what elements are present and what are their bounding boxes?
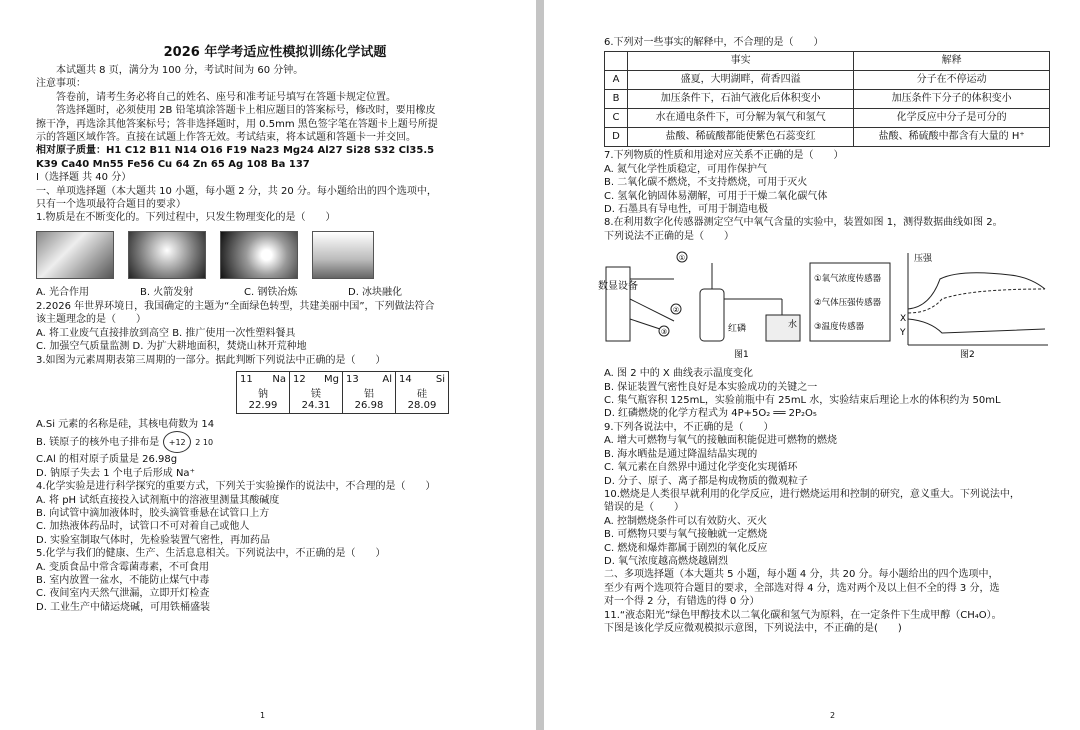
- question-3: 3.如图为元素周期表第三周期的一部分。据此判断下列说法中正确的是（ ）: [36, 354, 386, 366]
- q1-options: [36, 283, 514, 298]
- q3-option-c: C.Al 的相对原子质量是 26.98g: [36, 454, 178, 466]
- q4-option: D. 实验室制取气体时，先检验装置气密性，再加药品: [36, 534, 271, 546]
- intro-line: 注意事项：: [36, 78, 86, 90]
- table-row: C 水在通电条件下，可分解为氧气和氢气 化学反应中分子是可分的: [605, 109, 1050, 128]
- q1-option: C. 钢铁冶炼: [244, 286, 298, 298]
- electron-shells: 2 10: [195, 437, 214, 447]
- curve-x-line: [908, 273, 1045, 309]
- table-header: 解释: [854, 52, 1050, 71]
- y-axis-label: 压强: [914, 254, 933, 265]
- q4-option: C. 加热液体药品时，试管口不可对着自己或他人: [36, 521, 250, 533]
- question-7: 7.下列物质的性质和用途对应关系不正确的是（ ）: [604, 150, 844, 162]
- question-9: 9.下列各说法中，不正确的是（ ）: [604, 421, 774, 433]
- question-2: A. 将工业废气直接排放到高空 B. 推广使用一次性塑料餐具: [36, 327, 296, 339]
- q10-option: A. 控制燃烧条件可以有效防火、灭火: [604, 515, 768, 527]
- apparatus-diagram: [598, 249, 894, 361]
- question-2: 2.2026 年世界环境日，我国确定的主题为“全面绿色转型，共建美丽中国”，下列做法符合: [36, 300, 435, 312]
- section-desc: 一、单项选择题（本大题共 10 小题，每小题 2 分，共 20 分。每小题给出的四个选项中，: [36, 185, 437, 197]
- q3-option-a: A.Si 元素的名称是硅，其核电荷数为 14: [36, 418, 215, 430]
- intro-line: 示的答题区域作答。直接在试题上作答无效。考试结束，将本试题和答题卡一并交回。: [36, 132, 416, 144]
- section-heading: Ⅰ（选择题 共 40 分）: [36, 172, 132, 184]
- question-11: 11.“液态阳光”绿色甲醇技术以二氧化碳和氢气为原料，在一定条件下生成甲醇（CH₄O）。: [604, 609, 1002, 621]
- q8-figures: [598, 249, 1058, 361]
- question-1: 1.物质是在不断变化的。下列过程中，只发生物理变化的是（ ）: [36, 212, 336, 224]
- sensor-label: ③温度传感器: [814, 322, 865, 333]
- curve-dashed-line: [908, 289, 1045, 313]
- q4-option: B. 向试管中滴加液体时，胶头滴管垂悬在试管口上方: [36, 507, 270, 519]
- q10-option: B. 可燃物只要与氧气接触就一定燃烧: [604, 529, 768, 541]
- q1-option: D. 冰块融化: [348, 286, 403, 298]
- q8-option: D. 红磷燃烧的化学方程式为 4P+5O₂ ══ 2P₂O₅: [604, 408, 817, 420]
- device-label: 数显设备: [598, 281, 638, 293]
- curve-y-line: [908, 319, 1045, 333]
- question-11: 下图是该化学反应微观模拟示意图，下列说法中，不正确的是( ): [604, 622, 902, 634]
- marker-3: ③: [660, 328, 668, 337]
- atomic-mass-line: 相对原子质量：H1 C12 B11 N14 O16 F19 Na23 Mg24 Al27 Si28 S32 Cl35.5: [36, 145, 435, 157]
- figure-1-caption: 图1: [734, 350, 749, 361]
- page-number: 1: [260, 711, 266, 720]
- marker-2: ②: [672, 306, 680, 315]
- q5-option: D. 工业生产中储运烧碱，可用铁桶盛装: [36, 601, 211, 613]
- q1-option: A. 光合作用: [36, 286, 90, 298]
- q9-option: D. 分子、原子、离子都是构成物质的微观粒子: [604, 475, 809, 487]
- intro-line: 答选择题时，必须使用 2B 铅笔填涂答题卡上相应题目的答案标号，修改时，要用橡皮: [56, 105, 436, 117]
- atomic-mass-line: K39 Ca40 Mn55 Fe56 Cu 64 Zn 65 Ag 108 Ba 137: [36, 158, 310, 170]
- question-8: 8.在利用数字化传感器测定空气中氧气含量的实验中，装置如图 1，测得数据曲线如图 2。: [604, 217, 1003, 229]
- table-row: B 加压条件下，石油气液化后体积变小 加压条件下分子的体积变小: [605, 90, 1050, 109]
- question-10: 错误的是（ ）: [604, 502, 684, 514]
- page-1: [0, 0, 536, 730]
- question-10: 10.燃烧是人类很早就利用的化学反应，进行燃烧运用和控制的研究，意义重大。下列说法中，: [604, 488, 1020, 500]
- red-phosphorus-label: 红磷: [728, 324, 747, 335]
- page-2: [544, 0, 1080, 730]
- q7-option: A. 氮气化学性质稳定，可用作保护气: [604, 163, 768, 175]
- table-row: A 盛夏，大明湖畔，荷香四溢 分子在不停运动: [605, 71, 1050, 90]
- curve-y-label: Y: [900, 328, 906, 339]
- table-row: D 盐酸、稀硫酸都能使紫色石蕊变红 盐酸、稀硫酸中都含有大量的 H⁺: [605, 128, 1050, 147]
- intro-line: 本试题共 8 页，满分为 100 分，考试时间为 60 分钟。: [56, 65, 304, 76]
- section-desc: 只有一个选项最符合题目的要求）: [36, 199, 186, 211]
- marker-1: ①: [678, 254, 686, 263]
- question-2: C. 加强空气质量监测 D. 为扩大耕地面积，焚烧山林开荒种地: [36, 341, 307, 353]
- element-cell: 14 Si 硅 28.09: [396, 371, 449, 413]
- page-number: 2: [830, 711, 836, 720]
- curve-x-label: X: [900, 314, 907, 325]
- question-8: 下列说法不正确的是（ ）: [604, 230, 734, 242]
- figure-2-caption: 图2: [960, 350, 975, 361]
- q5-option: B. 室内放置一盆水，不能防止煤气中毒: [36, 574, 210, 586]
- question-6: 6.下列对一些事实的解释中，不合理的是（ ）: [604, 37, 824, 48]
- table-header: [605, 52, 628, 71]
- facts-table: [604, 51, 1050, 147]
- q8-option: C. 集气瓶容积 125mL，实验前瓶中有 25mL 水，实验结束后理论上水的体积约为 50mL: [604, 395, 1001, 407]
- q5-option: A. 变质食品中常含霉菌毒素，不可食用: [36, 561, 210, 573]
- q7-option: C. 氢氧化钠固体易潮解，可用于干燥二氧化碳气体: [604, 190, 828, 202]
- q10-option: D. 氧气浓度越高燃烧越剧烈: [604, 555, 729, 567]
- element-cell: 12 Mg 镁 24.31: [290, 371, 343, 413]
- photosynthesis-image: [36, 231, 114, 279]
- q9-option: A. 增大可燃物与氧气的接触面积能促进可燃物的燃烧: [604, 435, 838, 447]
- q8-option: B. 保证装置气密性良好是本实验成功的关键之一: [604, 381, 818, 393]
- q7-option: B. 二氧化碳不燃烧，不支持燃烧，可用于灭火: [604, 177, 808, 189]
- water-label: 水: [788, 320, 798, 331]
- rocket-launch-image: [128, 231, 206, 279]
- element-cell: 13 Al 铝 26.98: [343, 371, 396, 413]
- q3-option-b: B. 镁原子的核外电子排布是 +12 2 10: [36, 431, 514, 453]
- atom-structure-diagram: +12: [163, 431, 191, 453]
- steel-smelting-image: [220, 231, 298, 279]
- section-2-desc: 至少有两个选项符合题目的要求，全部选对得 4 分，选对两个及以上但不全的得 3 分，选: [604, 582, 1000, 594]
- pressure-curve-graph: [900, 249, 1050, 361]
- q4-option: A. 将 pH 试纸直接投入试剂瓶中的溶液里测量其酸碱度: [36, 494, 280, 506]
- q8-option: A. 图 2 中的 X 曲线表示温度变化: [604, 368, 753, 380]
- page-gutter: [536, 0, 544, 730]
- ice-melting-image: [312, 231, 374, 279]
- question-4: 4.化学实验是进行科学探究的重要方式，下列关于实验操作的说法中，不合理的是（ ）: [36, 481, 436, 493]
- sensor-label: ①氧气浓度传感器: [814, 274, 882, 285]
- question-5: 5.化学与我们的健康、生产、生活息息相关。下列说法中，不正确的是（ ）: [36, 548, 386, 560]
- intro-line: 擦干净，再选涂其他答案标号；答非选择题时，用 0.5mm 黑色签字笔在答题卡上题号所提: [36, 118, 438, 130]
- section-2-desc: 对一个得 2 分，有错选的得 0 分）: [604, 596, 760, 608]
- q3-option-d: D. 钠原子失去 1 个电子后形成 Na⁺: [36, 467, 195, 479]
- exam-title: 2026 年学考适应性模拟训练化学试题: [163, 45, 387, 60]
- table-header: 事实: [628, 52, 854, 71]
- q1-option: B. 火箭发射: [140, 286, 194, 298]
- question-2: 该主题理念的是（ ）: [36, 314, 146, 326]
- q10-option: C. 燃烧和爆炸都属于剧烈的氧化反应: [604, 542, 768, 554]
- sensor-label: ②气体压强传感器: [814, 298, 882, 309]
- q7-option: D. 石墨具有导电性，可用于制造电极: [604, 204, 769, 216]
- q5-option: C. 夜间室内天然气泄漏，立即开灯检查: [36, 588, 210, 600]
- periodic-table-fragment: [236, 371, 449, 414]
- q9-option: C. 氧元素在自然界中通过化学变化实现循环: [604, 462, 798, 474]
- q9-option: B. 海水晒盐是通过降温结晶实现的: [604, 448, 758, 460]
- section-2-desc: 二、多项选择题（本大题共 5 小题，每小题 4 分，共 20 分。每小题给出的四个选项中，: [604, 569, 999, 581]
- intro-line: 答卷前，请考生务必将自己的姓名、座号和准考证号填写在答题卡规定位置。: [56, 91, 396, 103]
- q1-images: [36, 231, 514, 279]
- element-cell: 11 Na 钠 22.99: [237, 371, 290, 413]
